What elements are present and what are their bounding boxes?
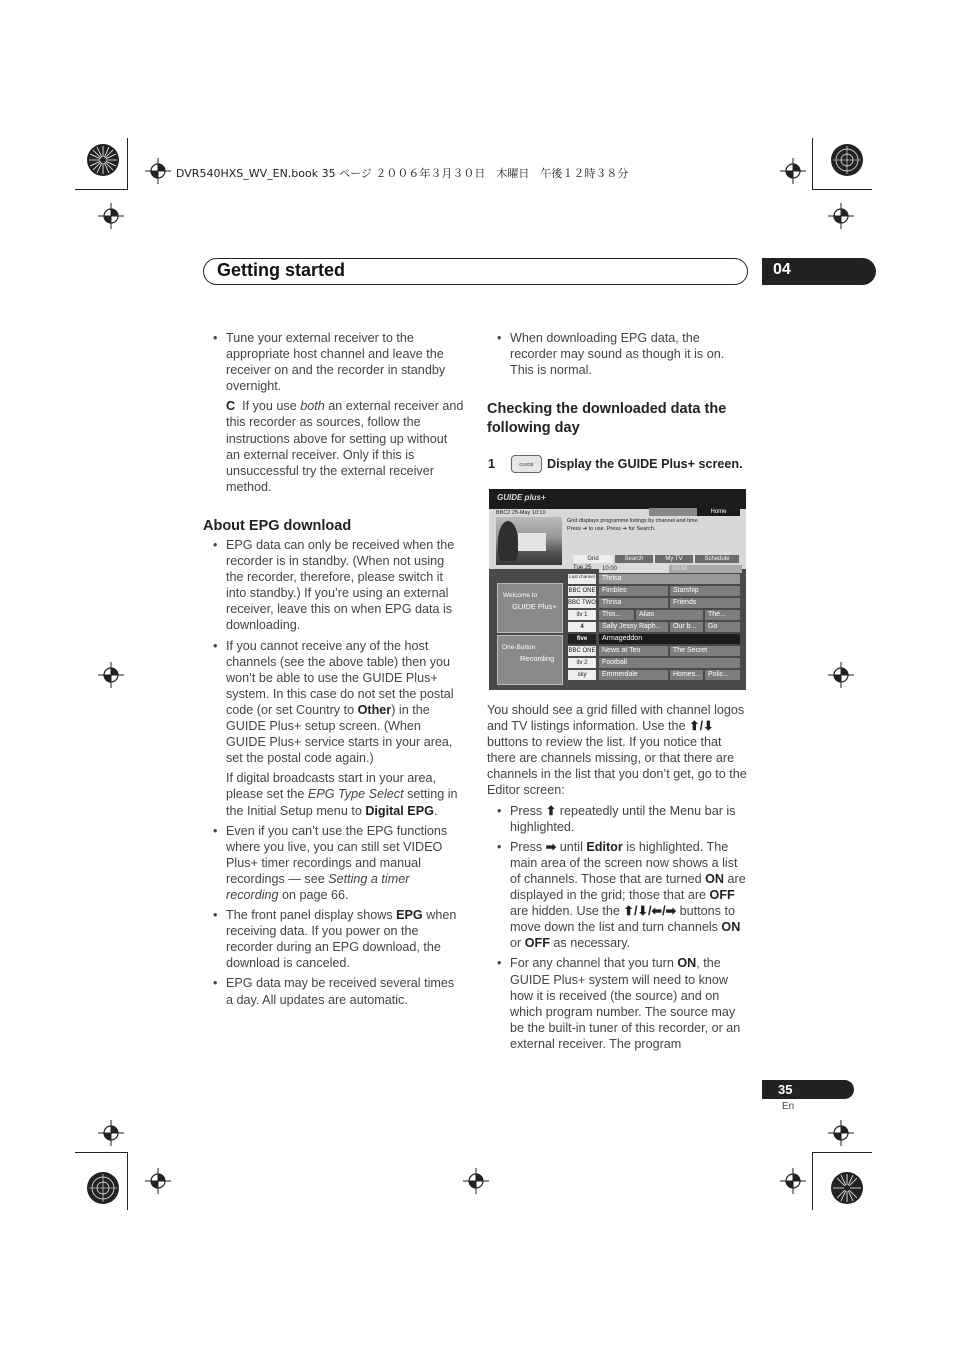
- guide-channel-info: BBC2 25-May 10:10: [496, 510, 546, 516]
- list-item: • For any channel that you turn ON, the GUIDE Plus+ system will need to know how it is received (the source) and on which program number. The source may be the built-in tuner of this recorder, or an external receiver. The program: [510, 955, 749, 1052]
- guide-info-line-2: Press ➜ to use. Press ➜ for Search.: [567, 526, 656, 532]
- sunburst-mark-icon: [86, 143, 120, 177]
- sunburst-mark-icon: [86, 1171, 120, 1205]
- crop-mark: [75, 1152, 128, 1153]
- page-number: 35: [762, 1080, 854, 1099]
- tab-schedule[interactable]: Schedule: [695, 555, 739, 563]
- grid-date: Tue,25: [573, 565, 592, 571]
- crosshair-mark-icon: [780, 1168, 806, 1194]
- list-item: • Tune your external receiver to the appropriate host channel and leave the receiver on and the recorder in standby overnight.: [226, 330, 464, 394]
- sunburst-mark-icon: [830, 1171, 864, 1205]
- grid-time-1: 10:00: [599, 565, 672, 573]
- preview-image: [496, 517, 562, 567]
- note-marker: C: [226, 399, 236, 414]
- paragraph: You should see a grid filled with channel logos and TV listings information. Use the ⬆/⬇ buttons to review the list. If you notice that there are channels missing, or that there are channels in the list that you don’t get, go to the Editor screen:: [487, 703, 747, 798]
- heading-about-epg: About EPG download: [203, 518, 352, 534]
- crop-mark: [812, 1152, 813, 1210]
- crop-mark: [812, 1152, 872, 1153]
- crosshair-mark-icon: [828, 203, 854, 229]
- crosshair-mark-icon: [780, 158, 806, 184]
- tab-my-tv[interactable]: My TV: [655, 555, 693, 563]
- sunburst-mark-icon: [830, 143, 864, 177]
- crosshair-mark-icon: [828, 662, 854, 688]
- crop-mark: [812, 138, 813, 190]
- file-info: DVR540HXS_WV_EN.book 35 ページ ２００６年３月３０日 木曜日 午後１２時３８分: [176, 167, 629, 180]
- right-top: [510, 330, 748, 378]
- crop-mark: [127, 138, 128, 190]
- list-item: • If you cannot receive any of the host channels (see the above table) then you won’t be able to use the GUIDE Plus+ system. In this case do not set the postal code (or set Country to Other) in the GUIDE Plus+ setup screen. (When GUIDE Plus+ service starts in your area, set the postal code again.): [226, 638, 464, 767]
- guide-logo: GUIDE plus+: [497, 493, 546, 502]
- list-item: • Press ➡ until Editor is highlighted. The main area of the screen now shows a list of channels. Those that are turned ON are displayed in the grid; those that are OFF are hidden. Use the ⬆/⬇/⬅/➡ buttons to move down the list and turn channels ON or OFF as necessary.: [510, 839, 749, 952]
- tab-search[interactable]: Search: [615, 555, 653, 563]
- paragraph: If digital broadcasts start in your area, please set the EPG Type Select setting in the Initial Setup menu to Digital EPG.: [226, 771, 458, 818]
- list-item: • When downloading EPG data, the recorder may sound as though it is on. This is normal.: [510, 330, 748, 378]
- list-item: • Press ⬆ repeatedly until the Menu bar is highlighted.: [510, 803, 749, 835]
- step-1: [487, 455, 757, 475]
- crop-mark: [75, 189, 128, 190]
- crosshair-mark-icon: [145, 1168, 171, 1194]
- crosshair-mark-icon: [98, 1120, 124, 1146]
- crosshair-mark-icon: [98, 203, 124, 229]
- crop-mark: [812, 189, 872, 190]
- list-item: • Even if you can’t use the EPG functions where you live, you can still set VIDEO Plus+ timer recordings and manual recordings — see Setting a timer recording on page 66.: [226, 823, 464, 903]
- crosshair-mark-icon: [145, 158, 171, 184]
- chapter-number: 04: [762, 258, 876, 285]
- heading-checking-data: Checking the downloaded data the following day: [487, 401, 727, 436]
- crosshair-mark-icon: [463, 1168, 489, 1194]
- left-column: [226, 330, 464, 495]
- note: C If you use both an external receiver and this recorder as sources, follow the instructions above for setting up without an external receiver. Only if this is unsuccessful try the external receiver method.: [226, 399, 464, 494]
- step-text: Display the GUIDE Plus+ screen.: [547, 457, 743, 471]
- list-item: • The front panel display shows EPG when receiving data. If you power on the recorder during an EPG download, the download is canceled.: [226, 907, 464, 971]
- step-number: 1: [488, 457, 496, 471]
- home-tab[interactable]: Home: [697, 508, 740, 516]
- tab-grid[interactable]: Grid: [573, 555, 613, 563]
- guide-plus-screenshot: GUIDE plus+ BBC2 25-May 10:10 Home Grid displays programme listings by channel and time. Press ➜ to use. Press ➜ for Search. Grid Search My TV Schedule Tue,25 10:00 10:30 Welcome to GUIDE Plus+ One-Button Recording Last channel Thrisa BBC ONE Fimbles Starship BBC TWO Thrisa Friends itv 1 This... Alias The... 4 Sally Jessy Raph... Our b... Go five Armageddon BBC ONE News at Ten The Secret itv 2 Football sky Emmerdale Homes... Polic...: [489, 489, 746, 690]
- left-bullets: [226, 537, 464, 1008]
- grid-time-2: 10:30: [669, 565, 742, 573]
- ad-welcome[interactable]: Welcome to GUIDE Plus+: [497, 583, 563, 633]
- language-code: En: [782, 1101, 795, 1112]
- guide-info-line-1: Grid displays programme listings by channel and time.: [567, 518, 700, 524]
- crop-mark: [127, 1152, 128, 1210]
- section-title: Getting started: [217, 260, 346, 280]
- list-item: • EPG data can only be received when the recorder is in standby. (When not using the recorder, therefore, please switch it into standby.) If you’re using an external receiver, leave this on when EPG data is downloading.: [226, 537, 464, 634]
- crosshair-mark-icon: [828, 1120, 854, 1146]
- ad-one-button[interactable]: One-Button Recording: [497, 635, 563, 685]
- list-item: • EPG data may be received several times a day. All updates are automatic.: [226, 975, 464, 1007]
- right-body: [487, 702, 749, 1052]
- guide-button-icon: GUIDE: [511, 455, 542, 473]
- crosshair-mark-icon: [98, 662, 124, 688]
